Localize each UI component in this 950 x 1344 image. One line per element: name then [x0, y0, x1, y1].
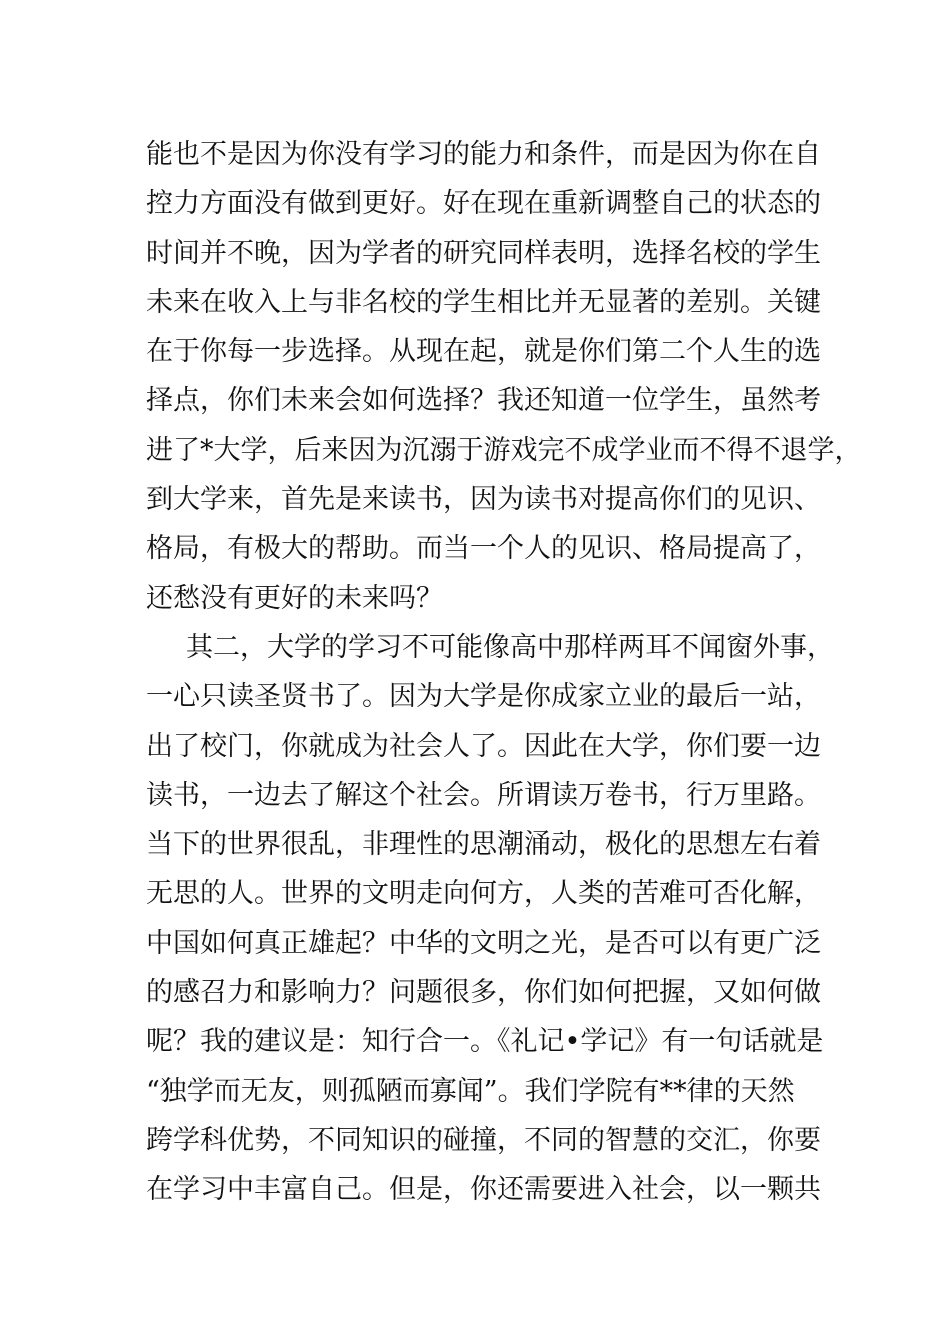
text-line: 进了*大学，后来因为沉溺于游戏完不成学业而不得不退学， [146, 434, 862, 466]
text-line: 无思的人。世界的文明走向何方，人类的苦难可否化解， [146, 878, 821, 910]
body-text [146, 130, 862, 1215]
text-line: 还愁没有更好的未来吗？ [146, 582, 443, 614]
text-line: 跨学科优势，不同知识的碰撞，不同的智慧的交汇，你要 [146, 1124, 821, 1156]
text-line: 控力方面没有做到更好。好在现在重新调整自己的状态的 [146, 188, 821, 220]
paragraph-start-line: 其二，大学的学习不可能像高中那样两耳不闻窗外事， [186, 631, 834, 663]
text-line: 到大学来，首先是来读书，因为读书对提高你们的见识、 [146, 484, 821, 516]
text-line: 在学习中丰富自己。但是，你还需要进入社会，以一颗共 [146, 1174, 821, 1206]
text-line: 当下的世界很乱，非理性的思潮涌动，极化的思想左右着 [146, 829, 821, 861]
text-line: 未来在收入上与非名校的学生相比并无显著的差别。关键 [146, 286, 821, 318]
text-line: 出了校门，你就成为社会人了。因此在大学，你们要一边 [146, 730, 821, 762]
text-line: 呢？我的建议是：知行合一。《礼记•学记》有一句话就是 [146, 1026, 824, 1058]
text-line: 一心只读圣贤书了。因为大学是你成家立业的最后一站， [146, 681, 821, 713]
text-line: 的感召力和影响力？问题很多，你们如何把握，又如何做 [146, 977, 821, 1009]
text-line: “独学而无友，则孤陋而寡闻”。我们学院有**律的天然 [146, 1075, 795, 1107]
text-line: 在于你每一步选择。从现在起，就是你们第二个人生的选 [146, 336, 821, 368]
text-line: 格局，有极大的帮助。而当一个人的见识、格局提高了， [146, 533, 821, 565]
text-line: 时间并不晚，因为学者的研究同样表明，选择名校的学生 [146, 237, 821, 269]
text-line: 读书，一边去了解这个社会。所谓读万卷书，行万里路。 [146, 779, 821, 811]
text-line: 能也不是因为你没有学习的能力和条件，而是因为你在自 [146, 139, 821, 170]
text-line: 择点，你们未来会如何选择？我还知道一位学生，虽然考 [146, 385, 821, 417]
text-line: 中国如何真正雄起？中华的文明之光，是否可以有更广泛 [146, 927, 821, 959]
